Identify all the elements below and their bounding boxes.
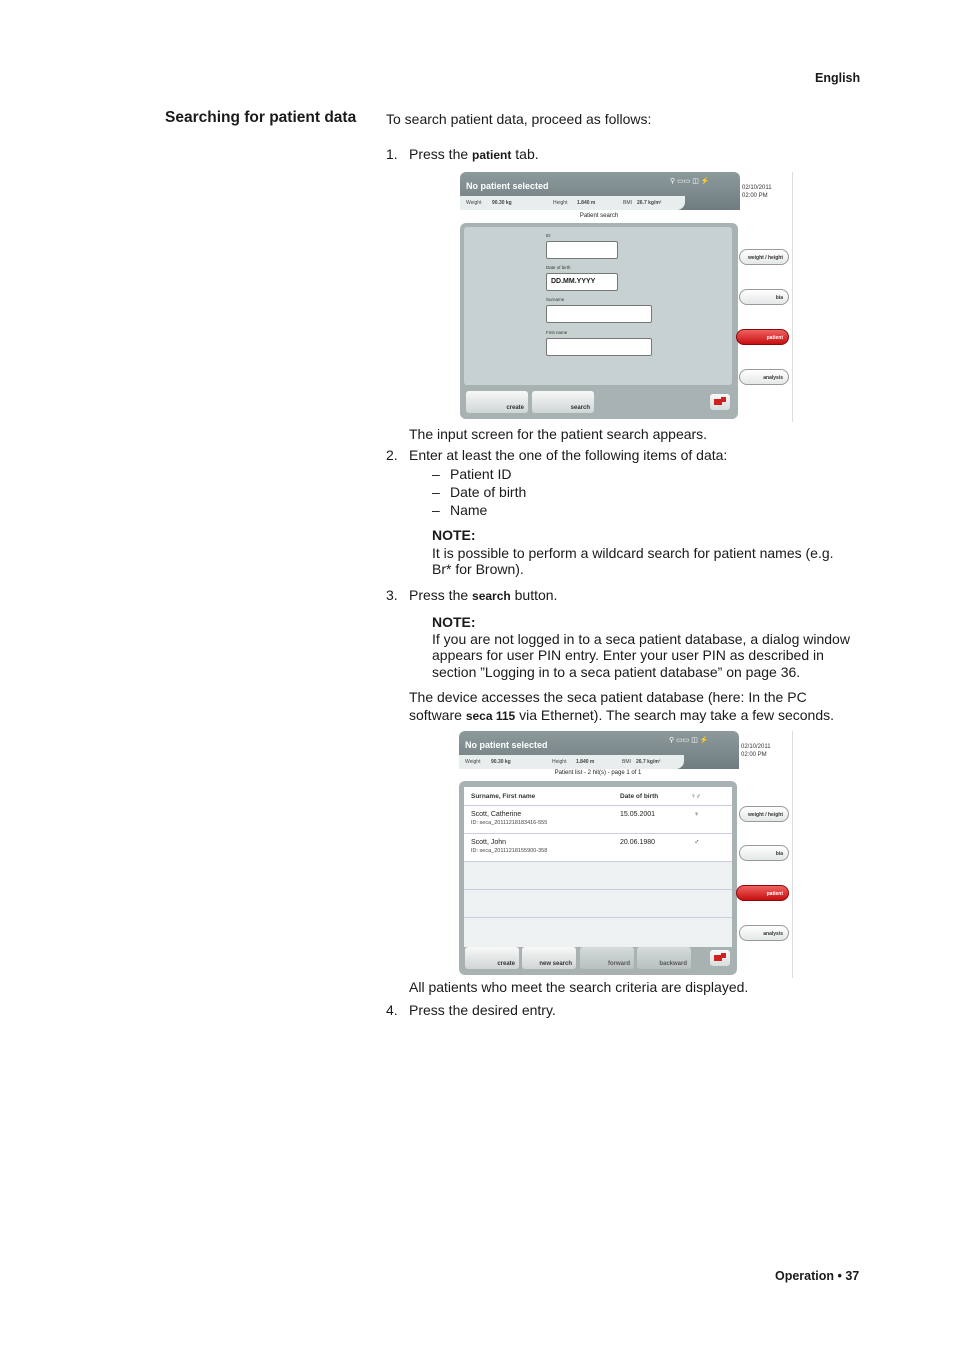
step2-number: 2. <box>386 447 398 463</box>
col-name-header: Surname, First name <box>471 793 536 800</box>
date-time <box>742 184 772 200</box>
after-screen1-text: The input screen for the patient search appears. <box>409 426 708 442</box>
note2-line1: If you are not logged in to a seca patient database, a dialog window <box>432 631 850 647</box>
table-row-empty <box>464 889 732 917</box>
screen-subtitle: Patient list - 2 hit(s) - page 1 of 1 <box>554 770 642 776</box>
firstname-label: First name <box>546 330 568 335</box>
step3-text <box>409 587 557 605</box>
tab-bia[interactable]: bia <box>739 845 789 861</box>
search-button[interactable]: search <box>532 391 594 413</box>
tab-bia[interactable]: bia <box>739 289 789 305</box>
height-label: Height <box>553 200 568 206</box>
id-label: ID <box>546 233 551 238</box>
step2-text: Enter at least the one of the following items of data: <box>409 447 728 463</box>
height-value: 1.840 m <box>577 200 596 206</box>
step3-key: search <box>472 589 511 603</box>
male-icon: ♂ <box>694 839 700 846</box>
step4-number: 4. <box>386 1002 398 1018</box>
dob-input[interactable] <box>546 273 618 291</box>
table-row[interactable] <box>464 805 732 833</box>
height-label: Height <box>552 759 567 765</box>
note1-line2: Br* for Brown). <box>432 561 524 577</box>
dob-placeholder: DD.MM.YYYY <box>551 278 596 285</box>
step3-post: button. <box>510 587 558 603</box>
screen-title: No patient selected <box>466 181 549 191</box>
patient-table <box>464 787 732 947</box>
access-post: via Ethernet). The search may take a few seconds. <box>515 707 834 723</box>
page-footer: Operation • 37 <box>775 1269 860 1283</box>
step3-number: 3. <box>386 587 398 603</box>
divider <box>792 172 793 422</box>
step1-number: 1. <box>386 146 398 162</box>
weight-label: Weight <box>466 200 482 206</box>
bullet-dash: – <box>432 466 440 482</box>
item-patient-id: Patient ID <box>450 466 512 482</box>
step3-pre: Press the <box>409 587 473 603</box>
access-pre: software <box>409 707 466 723</box>
step4-text: Press the desired entry. <box>409 1002 556 1018</box>
access-line1: The device accesses the seca patient database (here: In the PC <box>409 689 807 705</box>
search-panel <box>460 223 738 419</box>
surname-input[interactable] <box>546 305 652 323</box>
step1-text <box>409 146 539 164</box>
bmi-value: 26.7 kg/m² <box>636 759 661 765</box>
screen-title: No patient selected <box>465 740 548 750</box>
language-label: English <box>815 71 861 85</box>
bullet-dash: – <box>432 502 440 518</box>
date: 02/10/2011 <box>742 185 772 191</box>
list-panel <box>459 781 737 975</box>
new-search-button[interactable]: new search <box>522 947 576 969</box>
forward-button[interactable]: forward <box>580 947 634 969</box>
date-time <box>741 743 771 759</box>
tab-weight-height[interactable]: weight / height <box>739 249 789 265</box>
step1-pre: Press the <box>409 146 473 162</box>
patient-search-screen <box>460 172 794 422</box>
table-row-empty <box>464 861 732 889</box>
screen-header <box>459 731 739 769</box>
step1-post: tab. <box>511 146 539 162</box>
row-name: Scott, Catherine <box>471 811 522 818</box>
tab-analysis[interactable]: analysis <box>739 925 789 941</box>
after-screen2-text: All patients who meet the search criteria are displayed. <box>409 979 749 995</box>
section-title: Searching for patient data <box>165 109 357 126</box>
female-icon: ♀ <box>694 811 700 818</box>
patient-list-screen <box>459 731 794 978</box>
step1-key: patient <box>472 148 512 162</box>
access-key: seca 115 <box>465 709 516 723</box>
exit-icon[interactable] <box>710 394 730 410</box>
screen-header <box>460 172 740 210</box>
time: 02:00 PM <box>742 193 768 199</box>
date: 02/10/2011 <box>741 744 771 750</box>
item-name: Name <box>450 502 488 518</box>
tab-weight-height[interactable]: weight / height <box>739 806 789 822</box>
intro-text: To search patient data, proceed as follows: <box>386 111 652 127</box>
backward-button[interactable]: backward <box>637 947 691 969</box>
row-id: ID: seca_20111218155900-358 <box>471 848 548 854</box>
note2-heading: NOTE: <box>432 614 476 630</box>
create-button[interactable]: create <box>466 391 528 413</box>
col-sex-header: ♀♂ <box>691 793 701 800</box>
status-icons: ⚲ ▭▭ ◫ ⚡ <box>670 178 710 185</box>
bullet-dash: – <box>432 484 440 500</box>
exit-icon[interactable] <box>710 950 730 966</box>
note2-line3: section ”Logging in to a seca patient database” on page 36. <box>432 664 801 680</box>
tab-patient[interactable]: patient <box>736 885 789 901</box>
firstname-input[interactable] <box>546 338 652 356</box>
table-row-empty <box>464 917 732 947</box>
bmi-value: 26.7 kg/m² <box>637 200 662 206</box>
dob-label: Date of birth <box>546 265 571 270</box>
create-button[interactable]: create <box>465 947 519 969</box>
tab-patient[interactable]: patient <box>736 329 789 345</box>
weight-label: Weight <box>465 759 481 765</box>
row-dob: 15.05.2001 <box>620 811 656 818</box>
time: 02:00 PM <box>741 752 767 758</box>
id-input[interactable] <box>546 241 618 259</box>
row-dob: 20.06.1980 <box>620 839 656 846</box>
note2-line2: appears for user PIN entry. Enter your user PIN as described in <box>432 647 824 663</box>
search-form <box>464 227 732 385</box>
row-name: Scott, John <box>471 839 507 846</box>
access-line2 <box>409 707 834 725</box>
height-value: 1.840 m <box>576 759 595 765</box>
screen-subtitle: Patient search <box>579 213 619 219</box>
bmi-label: BMI <box>623 200 632 206</box>
status-icons: ⚲ ▭▭ ◫ ⚡ <box>669 737 709 744</box>
row-id: ID: seca_20111218183416-555 <box>471 820 548 826</box>
tab-analysis[interactable]: analysis <box>739 369 789 385</box>
bmi-label: BMI <box>622 759 631 765</box>
col-dob-header: Date of birth <box>620 793 659 800</box>
divider <box>792 731 793 978</box>
table-row[interactable] <box>464 833 732 861</box>
weight-value: 90.30 kg <box>492 200 512 206</box>
measure-row <box>459 755 684 769</box>
item-dob: Date of birth <box>450 484 527 500</box>
surname-label: Surname <box>546 297 565 302</box>
note1-line1: It is possible to perform a wildcard search for patient names (e.g. <box>432 545 834 561</box>
weight-value: 90.30 kg <box>491 759 511 765</box>
measure-row <box>460 196 685 210</box>
note1-heading: NOTE: <box>432 527 476 543</box>
